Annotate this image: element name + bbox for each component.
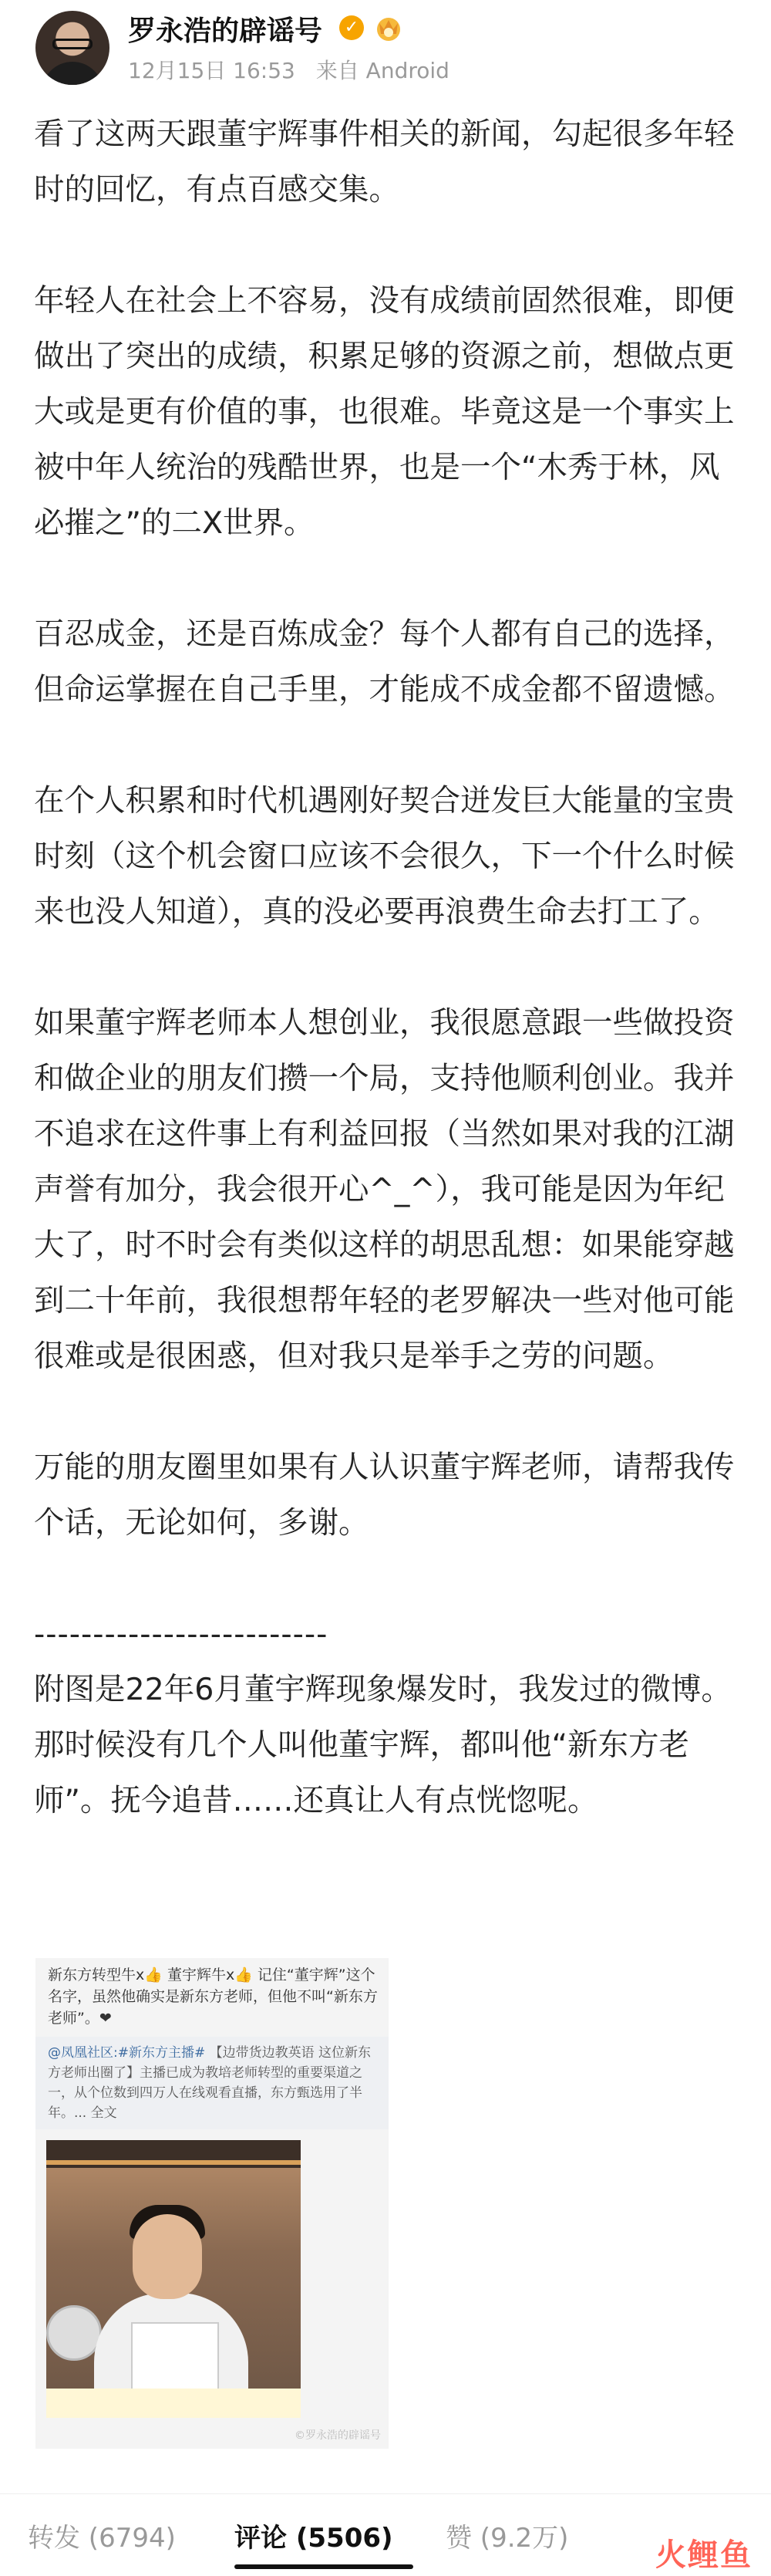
- avatar-glasses: [52, 39, 93, 49]
- toolbar-divider: [0, 2493, 771, 2494]
- presenter-face: [133, 2214, 202, 2299]
- quoted-post: [48, 2043, 379, 2123]
- watermark-logo: 火鲤鱼: [655, 2537, 752, 2573]
- avatar[interactable]: [35, 11, 109, 85]
- post-paragraph: 看了这两天跟董宇辉事件相关的新闻，勾起很多年轻时的回忆，有点百感交集。: [34, 116, 735, 208]
- post-source: 来自 Android: [315, 58, 449, 83]
- post-time: 12月15日 16:53: [128, 58, 295, 83]
- tab-comment[interactable]: 评论 (5506): [234, 2523, 393, 2554]
- post-toolbar: [0, 2493, 771, 2576]
- post-paragraph: 年轻人在社会上不容易，没有成绩前固然很难，即便做出了突出的成绩，积累足够的资源之前，想做点更大或是更有价值的事，也很难。毕竟这是一个事实上被中年人统治的残酷世界，也是一个“木秀于林，风必摧之”的二X世界。: [34, 283, 735, 541]
- post-divider: -------------------------: [34, 1616, 328, 1652]
- verified-badge-icon: ✓: [339, 15, 364, 40]
- image-caption: 新东方转型牛x👍 董宇辉牛x👍 记住“董宇辉”这个名字，虽然他确实是新东方老师，但他不叫“新东方老师”。❤: [48, 1967, 378, 2027]
- active-tab-indicator: [234, 2564, 413, 2569]
- post-header: [0, 0, 771, 93]
- post-meta: [128, 54, 463, 85]
- author-name[interactable]: 罗永浩的辟谣号: [128, 15, 323, 47]
- video-caption-bar: [46, 2389, 301, 2418]
- quoted-post-link: @凤凰社区:#新东方主播#: [48, 2045, 206, 2061]
- video-progress: [46, 2160, 301, 2165]
- quoted-post-text: 【边带货边教英语 这位新东方老师出圈了】主播已成为教培老师转型的重要渠道之一，从个位数到四万人在线观看直播，东方甄选用了半年。... 全文: [48, 2045, 372, 2121]
- post-paragraph: 在个人积累和时代机遇刚好契合迸发巨大能量的宝贵时刻（这个机会窗口应该不会很久，下一个什么时候来也没人知道），真的没必要再浪费生命去打工了。: [34, 783, 735, 930]
- post-paragraph: 如果董宇辉老师本人想创业，我很愿意跟一些做投资和做企业的朋友们攒一个局，支持他顺利创业。我并不追求在这件事上有利益回报（当然如果对我的江湖声誉有加分，我会很开心^_^），我可能是因为年纪大了，时不时会有类似这样的胡思乱想：如果能穿越到二十年前，我很想帮年轻的老罗解决一些对他可能很难或是很困惑，但对我只是举手之劳的问题。: [34, 1005, 735, 1374]
- tab-repost[interactable]: 转发 (6794): [28, 2523, 176, 2554]
- avatar-shirt: [42, 62, 103, 85]
- post-paragraph: 万能的朋友圈里如果有人认识董宇辉老师，请帮我传个话，无论如何，多谢。: [34, 1450, 735, 1541]
- post-content: [34, 106, 743, 1828]
- post-paragraph: 百忍成金，还是百炼成金？每个人都有自己的选择，但命运掌握在自己手里，才能成不成金都不留遗憾。: [34, 616, 735, 707]
- fan-object: [46, 2305, 102, 2361]
- vip-crown-icon: [373, 12, 404, 43]
- video-thumbnail: [46, 2140, 301, 2418]
- attached-image[interactable]: [35, 1958, 389, 2449]
- post-appendix: 附图是22年6月董宇辉现象爆发时，我发过的微博。那时候没有几个人叫他董宇辉，都叫他“新东方老师”。抚今追昔……还真让人有点恍惚呢。: [34, 1672, 732, 1818]
- tab-like[interactable]: 赞 (9.2万): [446, 2523, 569, 2554]
- image-watermark: ©罗永浩的辟谣号: [295, 2429, 381, 2442]
